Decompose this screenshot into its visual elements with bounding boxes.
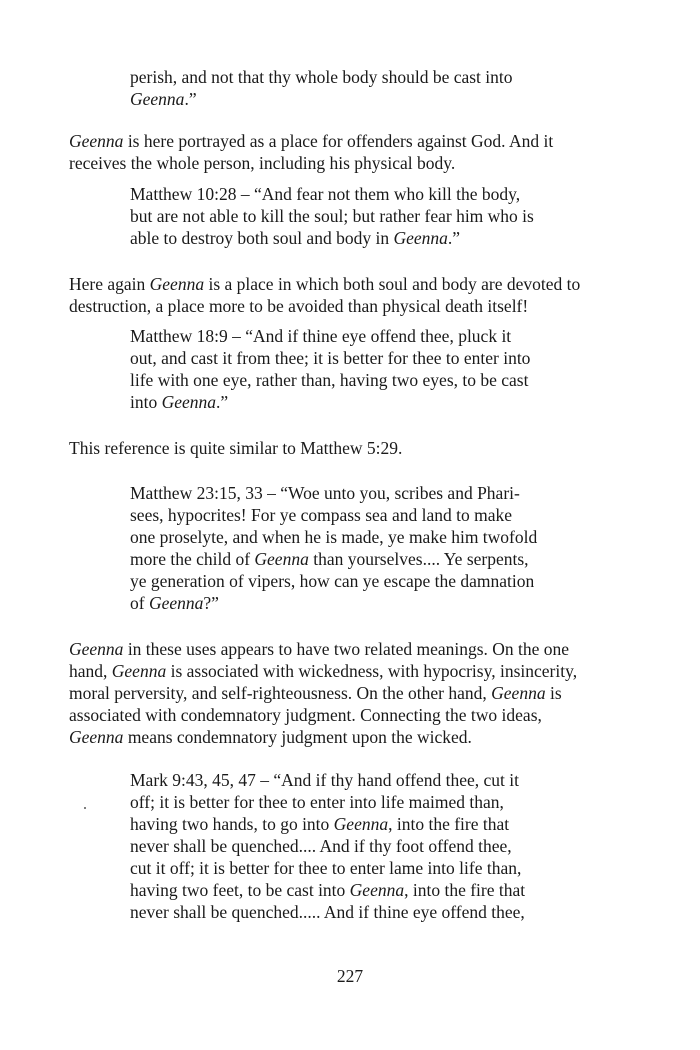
paragraph-line (69, 130, 553, 152)
italic-term: Geenna (161, 392, 217, 412)
text-run: Mark 9:43, 45, 47 – “And if thy hand offend thee, cut it (130, 770, 519, 790)
text-run: ?” (203, 593, 219, 613)
text-run: in these uses appears to have two related meanings. On the one (123, 639, 570, 659)
text-run: Matthew 18:9 – “And if thine eye offend thee, pluck it (130, 326, 512, 346)
quote-line (130, 482, 520, 504)
scan-speck (84, 807, 86, 809)
text-run: cut it off; it is better for thee to enter lame into life than, (130, 858, 522, 878)
text-run: ye generation of vipers, how can ye escape the damnation (130, 571, 535, 591)
paragraph-line (69, 273, 580, 295)
text-run: perish, and not that thy whole body should be cast into (130, 67, 513, 87)
paragraph-line (69, 660, 577, 682)
quote-line (130, 183, 520, 205)
quote-line (130, 369, 528, 391)
italic-term: Geenna (491, 683, 546, 703)
quote-line (130, 835, 512, 857)
text-run: than yourselves.... Ye serpents, (308, 549, 529, 569)
text-run: having two hands, to go into (130, 814, 334, 834)
text-run: .” (447, 228, 461, 248)
quote-line (130, 857, 521, 879)
quote-line (130, 769, 519, 791)
text-run: is associated with wickedness, with hypocrisy, insincerity, (166, 661, 578, 681)
text-run: Matthew 10:28 – “And fear not them who kill the body, (130, 184, 521, 204)
italic-term: Geenna (393, 228, 448, 248)
text-run: This reference is quite similar to Matthew 5:29. (69, 438, 403, 458)
quote-line (130, 526, 537, 548)
italic-term: Geenna (148, 593, 204, 613)
text-run: is a place in which both soul and body are devoted to (204, 274, 581, 294)
text-run: is here portrayed as a place for offenders against God. And it (123, 131, 554, 151)
text-run: off; it is better for thee to enter into life maimed than, (130, 792, 504, 812)
paragraph-line (69, 726, 472, 748)
text-run: associated with condemnatory judgment. Connecting the two ideas, (69, 705, 542, 725)
text-run: having two feet, to be cast into (130, 880, 350, 900)
paragraph-line (69, 295, 528, 317)
italic-term: Geenna (69, 639, 124, 659)
text-run: .” (216, 392, 229, 412)
text-run: means condemnatory judgment upon the wicked. (123, 727, 472, 747)
italic-term: Geenna (69, 727, 124, 747)
text-run: Here again (69, 274, 150, 294)
text-run: moral perversity, and self-righteousness. On the other hand, (69, 683, 492, 703)
paragraph-line (69, 704, 542, 726)
quote-line (130, 88, 197, 110)
text-run: life with one eye, rather than, having two eyes, to be cast (130, 370, 529, 390)
text-run: is (545, 683, 562, 703)
text-run: able to destroy both soul and body in (130, 228, 394, 248)
quote-line (130, 570, 534, 592)
italic-term: Geenna (333, 814, 389, 834)
quote-line (130, 391, 228, 413)
text-run: receives the whole person, including his physical body. (69, 153, 456, 173)
quote-line (130, 879, 525, 901)
quote-line (130, 901, 525, 923)
text-run: more the child of (130, 549, 255, 569)
italic-term: Geenna (149, 274, 205, 294)
italic-term: Geenna (111, 661, 167, 681)
text-run: but are not able to kill the soul; but rather fear him who is (130, 206, 534, 226)
text-run: destruction, a place more to be avoided than physical death itself! (69, 296, 529, 316)
quote-line (130, 205, 534, 227)
quote-line (130, 66, 513, 88)
text-run: never shall be quenched..... And if thine eye offend thee, (130, 902, 525, 922)
text-run: never shall be quenched.... And if thy foot offend thee, (130, 836, 512, 856)
quote-line (130, 227, 460, 249)
quote-line (130, 548, 529, 570)
paragraph-line (69, 152, 455, 174)
text-run: Matthew 23:15, 33 – “Woe unto you, scribes and Phari- (130, 483, 520, 503)
quote-line (130, 325, 511, 347)
quote-line (130, 347, 530, 369)
italic-term: Geenna (254, 549, 309, 569)
quote-line (130, 592, 219, 614)
text-run: sees, hypocrites! For ye compass sea and land to make (130, 505, 512, 525)
italic-term: Geenna (130, 89, 185, 109)
text-run: into (130, 392, 162, 412)
italic-term: Geenna (69, 131, 124, 151)
paragraph-line (69, 437, 402, 459)
quote-line (130, 504, 512, 526)
text-run: one proselyte, and when he is made, ye make him twofold (130, 527, 538, 547)
text-run: out, and cast it from thee; it is better for thee to enter into (130, 348, 531, 368)
text-run: of (130, 593, 149, 613)
quote-line (130, 813, 509, 835)
paragraph-line (69, 638, 569, 660)
quote-line (130, 791, 504, 813)
paragraph-line (69, 682, 562, 704)
text-run: , into the fire that (388, 814, 510, 834)
page-number: 227 (336, 966, 364, 986)
text-run: .” (184, 89, 197, 109)
text-run: , into the fire that (404, 880, 526, 900)
text-run: hand, (69, 661, 112, 681)
italic-term: Geenna (349, 880, 405, 900)
